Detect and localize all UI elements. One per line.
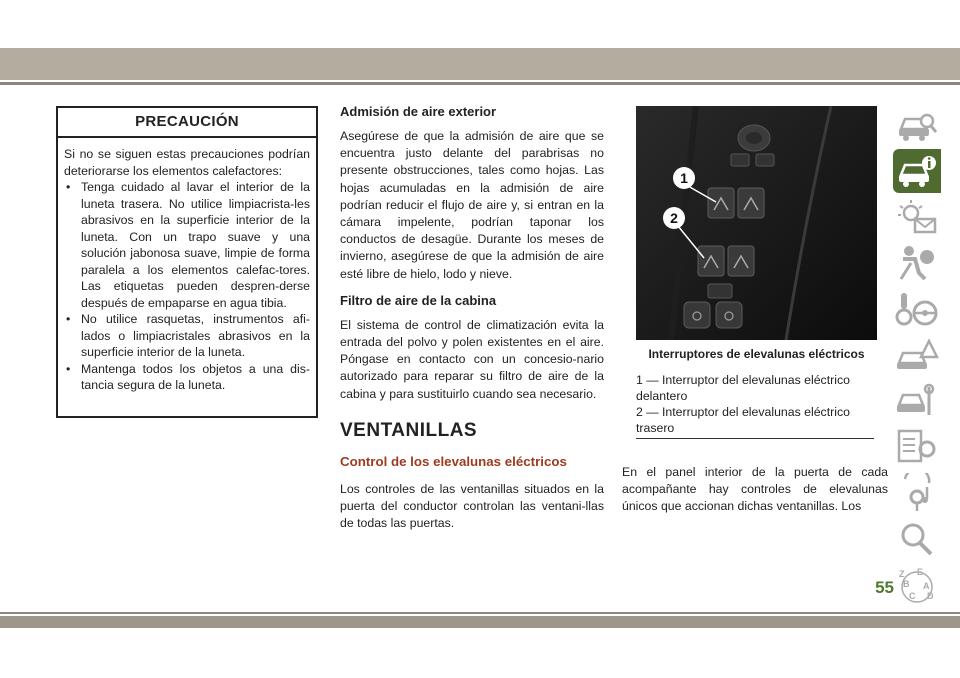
tab-starting-driving[interactable]: [893, 287, 941, 331]
filter-text: El sistema de control de climatización evita la entrada del polvo y polen existentes en el aire. Póngase en contacto con un concesio-nario autorizado para reparar su filtro de aire de la cabina y para sustituirlo cuando sea necesario.: [340, 317, 604, 401]
caution-intro: Si no se siguen estas precauciones podrían deteriorarse los elementos calefactores:: [64, 147, 310, 178]
car-hazard-icon: [895, 335, 939, 375]
right-column-text: En el panel interior de la puerta de cada acompañante hay controles de elevalunas únicos que accionan dichas ventanillas. Los: [622, 465, 888, 514]
checklist-gear-icon: [895, 427, 939, 467]
svg-text:D: D: [927, 591, 934, 601]
alphabet-index-icon: [895, 565, 939, 605]
caution-item: • No utilice rasquetas, instrumentos afi-lados o limpiacristales abrasivos en la superficie interior de la luneta.: [64, 311, 310, 361]
figure-caption: Interruptores de elevalunas eléctricos: [648, 347, 865, 361]
filter-heading: Filtro de aire de la cabina: [340, 292, 497, 308]
section-heading: VENTANILLAS: [340, 419, 478, 441]
tab-warning-lights[interactable]: [893, 195, 941, 239]
header-rule: [0, 82, 960, 85]
tab-car-search[interactable]: [893, 103, 941, 147]
car-wrench-icon: [895, 381, 939, 421]
caution-item: • Tenga cuidado al lavar el interior de la luneta trasera. No utilice limpiacrista-les abrasivos en la superficie interior de la luneta. Con un trapo suave y una solución jabonosa suave, limpie de forma paralela a los elementos calefac-tores. Las etiquetas pueden despren-derse después de empaparse en agua tibia.: [64, 179, 310, 311]
page-number: 55: [875, 578, 894, 597]
footer-rule: [0, 612, 960, 614]
warning-light-mail-icon: [895, 197, 939, 237]
svg-text:E: E: [917, 567, 924, 577]
caution-body: [58, 138, 316, 394]
legend-item: 2 — Interruptor del elevalunas eléctrico trasero: [636, 405, 850, 435]
legend-item: 1 — Interruptor del elevalunas eléctrico delantero: [636, 373, 850, 403]
svg-text:C: C: [909, 591, 916, 601]
tab-index[interactable]: [893, 563, 941, 607]
footer-band: [0, 616, 960, 628]
legend-rule: [636, 438, 874, 439]
door-panel-illustration: [636, 106, 877, 340]
figure-legend: [636, 372, 877, 436]
intake-text: Asegúrese de que la admisión de aire que se encuentra justo delante del parabrisas no presente obstrucciones, tales como hojas. Las hojas acumuladas en la admisión de aire podrían reducir el flujo de aire y, si entran en la cámara impelente, podrían taponar los conductos de desagüe. Durante los meses de invierno, asegúrese de que la admisión de aire esté libre de hielo, lodo y nieve.: [340, 129, 604, 281]
steering-wheel-key-icon: [895, 289, 939, 329]
tab-customer-assistance[interactable]: [893, 517, 941, 561]
caution-list: [64, 179, 310, 394]
tab-car-info[interactable]: [893, 149, 941, 193]
airbag-person-icon: [895, 243, 939, 283]
music-pin-phone-icon: [895, 473, 939, 513]
caution-box: [56, 106, 318, 418]
header-band: [0, 48, 960, 80]
caution-item: • Mantenga todos los objetos a una dis-tancia segura de la luneta.: [64, 361, 310, 394]
search-icon: [895, 519, 939, 559]
caution-title: PRECAUCIÓN: [58, 108, 316, 138]
callout-1: 1: [680, 170, 688, 186]
car-search-icon: [895, 105, 939, 145]
windows-heading: Control de los elevalunas eléctricos: [340, 453, 567, 469]
tab-emergency[interactable]: [893, 333, 941, 377]
tab-safety[interactable]: [893, 241, 941, 285]
svg-text:B: B: [903, 579, 910, 589]
tab-multimedia[interactable]: [893, 471, 941, 515]
tab-maintenance[interactable]: [893, 379, 941, 423]
intake-heading: Admisión de aire exterior: [340, 104, 497, 119]
windows-text: Los controles de las ventanillas situados en la puerta del conductor controlan las ventani-llas de todas las puertas.: [340, 481, 604, 531]
car-info-icon: [895, 151, 939, 191]
callout-2: 2: [670, 210, 678, 226]
window-switch-photo: [636, 106, 877, 340]
tab-specifications[interactable]: [893, 425, 941, 469]
middle-column: [340, 104, 604, 532]
svg-text:A: A: [923, 581, 930, 591]
chapter-sidebar: [893, 103, 941, 609]
svg-text:Z: Z: [899, 569, 905, 579]
